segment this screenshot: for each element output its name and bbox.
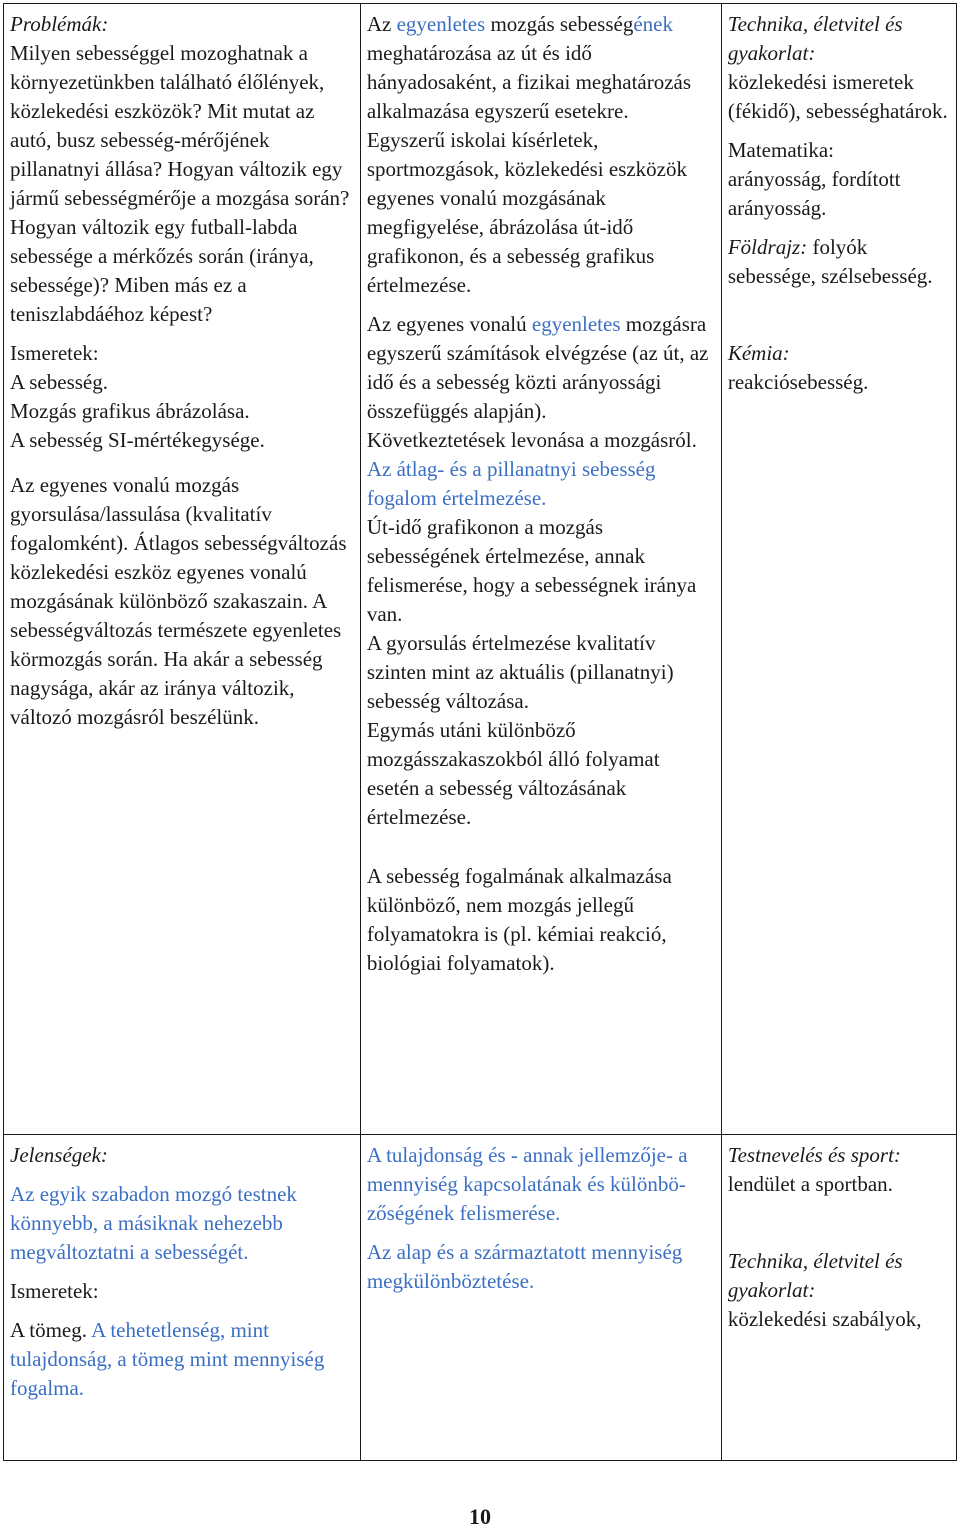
knowledge-item: Mozgás grafikus ábrázolása.: [10, 399, 250, 423]
connections-cell: [721, 4, 956, 1135]
problems-heading: Problémák:: [10, 12, 109, 36]
activity-paragraph: A gyorsulás értelmezése kvalitatív szinten mint az aktuális (pillanatnyi) sebesség változása.: [366, 631, 674, 713]
activity-paragraph: Egyszerű iskolai kísérletek, sportmozgások, közlekedési eszközök egyenes vonalú mozgásának megfigyelése, ábrázolása út-idő grafikonon, és a sebesség grafikus értelmezése.: [366, 128, 688, 297]
phenomena-cell: [4, 1135, 361, 1461]
math-text: arányosság, fordított arányosság.: [727, 167, 901, 220]
mass-text: A tömeg. A tehetetlenség, mint tulajdonság, a tömeg mint mennyiség fogalma.: [10, 1318, 325, 1400]
page-number: 10: [469, 1504, 491, 1529]
activity-paragraph: Az alap és a származtatott mennyiség megkülönböztetése.: [366, 1240, 683, 1293]
tech-text: közlekedési szabályok,: [727, 1307, 922, 1331]
tech-heading: Technika, életvitel és gyakorlat:: [727, 12, 903, 65]
activity-paragraph: Az egyenes vonalú egyenletes mozgásra egyszerű számítások elvégzése (az út, az idő és a sebesség közti arányossági összefüggés alapján).: [366, 312, 709, 423]
activity-paragraph: A sebesség fogalmának alkalmazása különböző, nem mozgás jellegű folyamatokra is (pl. kémiai reakció, biológiai folyamatok).: [366, 864, 672, 975]
pe-text: lendület a sportban.: [727, 1172, 893, 1196]
geo-text: folyók sebessége, szélsebesség.: [727, 235, 933, 288]
table-row: [4, 4, 957, 1135]
knowledge-item: A sebesség.: [10, 370, 108, 394]
problems-text: Milyen sebességgel mozoghatnak a környezetünkben található élőlények, közlekedési eszközök? Mit mutat az autó, busz sebesség-mérőjének pillanatnyi állása? Hogyan változik egy jármű sebességmérője a mozgása során? Hogyan változik egy futball-labda sebessége a mérkőzés során (iránya, sebessége)? Miben más ez a teniszlabdáéhoz képest?: [10, 41, 350, 326]
pe-heading: Testnevelés és sport:: [727, 1143, 901, 1167]
chem-text: reakciósebesség.: [727, 370, 869, 394]
geo-heading: Földrajz:: [727, 235, 808, 259]
tech-heading: Technika, életvitel és gyakorlat:: [727, 1249, 903, 1302]
motion-text: Az egyenes vonalú mozgás gyorsulása/lassulása (kvalitatív fogalomként). Átlagos sebességváltozás közlekedési eszköz egyenes vonalú mozgásának különböző szakaszain. A sebességváltozás természete egyenletes körmozgás során. Ha akár a sebesség nagysága, akár az iránya változik, változó mozgásról beszélünk.: [10, 473, 347, 729]
connections-cell: [721, 1135, 956, 1461]
geo-line: [728, 233, 950, 291]
phenomena-heading: Jelenségek:: [10, 1143, 108, 1167]
math-heading: Matematika:: [727, 138, 834, 162]
activity-paragraph: Az átlag- és a pillanatnyi sebesség fogalom értelmezése.: [366, 457, 656, 510]
activity-paragraph: Az egyenletes mozgás sebességének meghatározása az út és idő hányadosaként, a fizikai meghatározás alkalmazása egyszerű esetekre.: [366, 12, 692, 123]
problems-cell: [4, 4, 361, 1135]
activity-paragraph: A tulajdonság és - annak jellemzője- a mennyiség kapcsolatának és különbö-zőségének felismerése.: [366, 1143, 688, 1225]
knowledge-item: A sebesség SI-mértékegysége.: [10, 428, 265, 452]
knowledge-heading: Ismeretek:: [10, 341, 99, 365]
table-row: [4, 1135, 957, 1461]
activity-paragraph: Út-idő grafikonon a mozgás sebességének értelmezése, annak felismerése, hogy a sebességnek iránya van.: [366, 515, 697, 626]
curriculum-table: [3, 3, 957, 1461]
activity-paragraph: Következtetések levonása a mozgásról.: [366, 428, 697, 452]
activity-paragraph: Egymás utáni különböző mozgásszakaszokból álló folyamat esetén a sebesség változásának értelmezése.: [366, 718, 660, 829]
knowledge-heading: Ismeretek:: [10, 1279, 99, 1303]
tech-text: közlekedési ismeretek (fékidő), sebességhatárok.: [727, 70, 948, 123]
phenomena-text: Az egyik szabadon mozgó testnek könnyebb, a másiknak nehezebb megváltoztatni a sebességét.: [10, 1182, 297, 1264]
activities-cell: [360, 1135, 721, 1461]
chem-heading: Kémia:: [727, 341, 790, 365]
activities-cell: [360, 4, 721, 1135]
